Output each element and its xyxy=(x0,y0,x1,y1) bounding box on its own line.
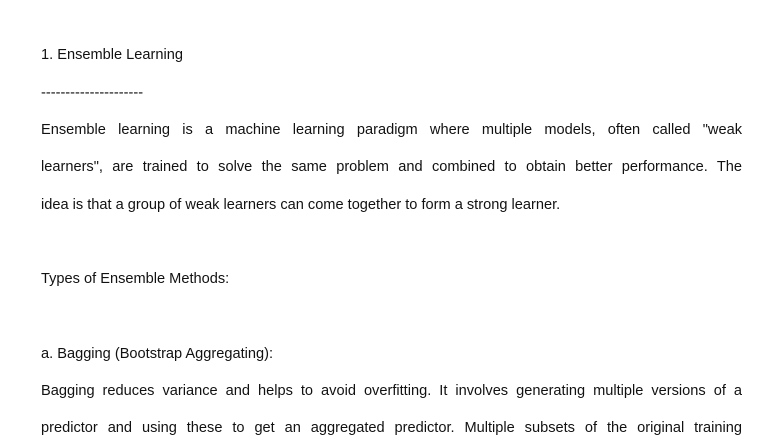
bagging-paragraph-line-2: predictor and using these to get an aggregated predictor. Multiple subsets of the original training xyxy=(41,420,742,436)
heading-separator: --------------------- xyxy=(41,85,144,101)
bagging-heading: a. Bagging (Bootstrap Aggregating): xyxy=(41,346,274,362)
intro-paragraph-line-2: learners", are trained to solve the same problem and combined to obtain better performance. The xyxy=(41,159,742,175)
intro-paragraph-line-1: Ensemble learning is a machine learning paradigm where multiple models, often called "weak xyxy=(41,122,742,138)
intro-paragraph-line-3: idea is that a group of weak learners can come together to form a strong learner. xyxy=(41,197,561,213)
bagging-paragraph-line-1: Bagging reduces variance and helps to avoid overfitting. It involves generating multiple versions of a xyxy=(41,383,742,399)
types-heading: Types of Ensemble Methods: xyxy=(41,271,230,287)
section-heading: 1. Ensemble Learning xyxy=(41,47,183,63)
